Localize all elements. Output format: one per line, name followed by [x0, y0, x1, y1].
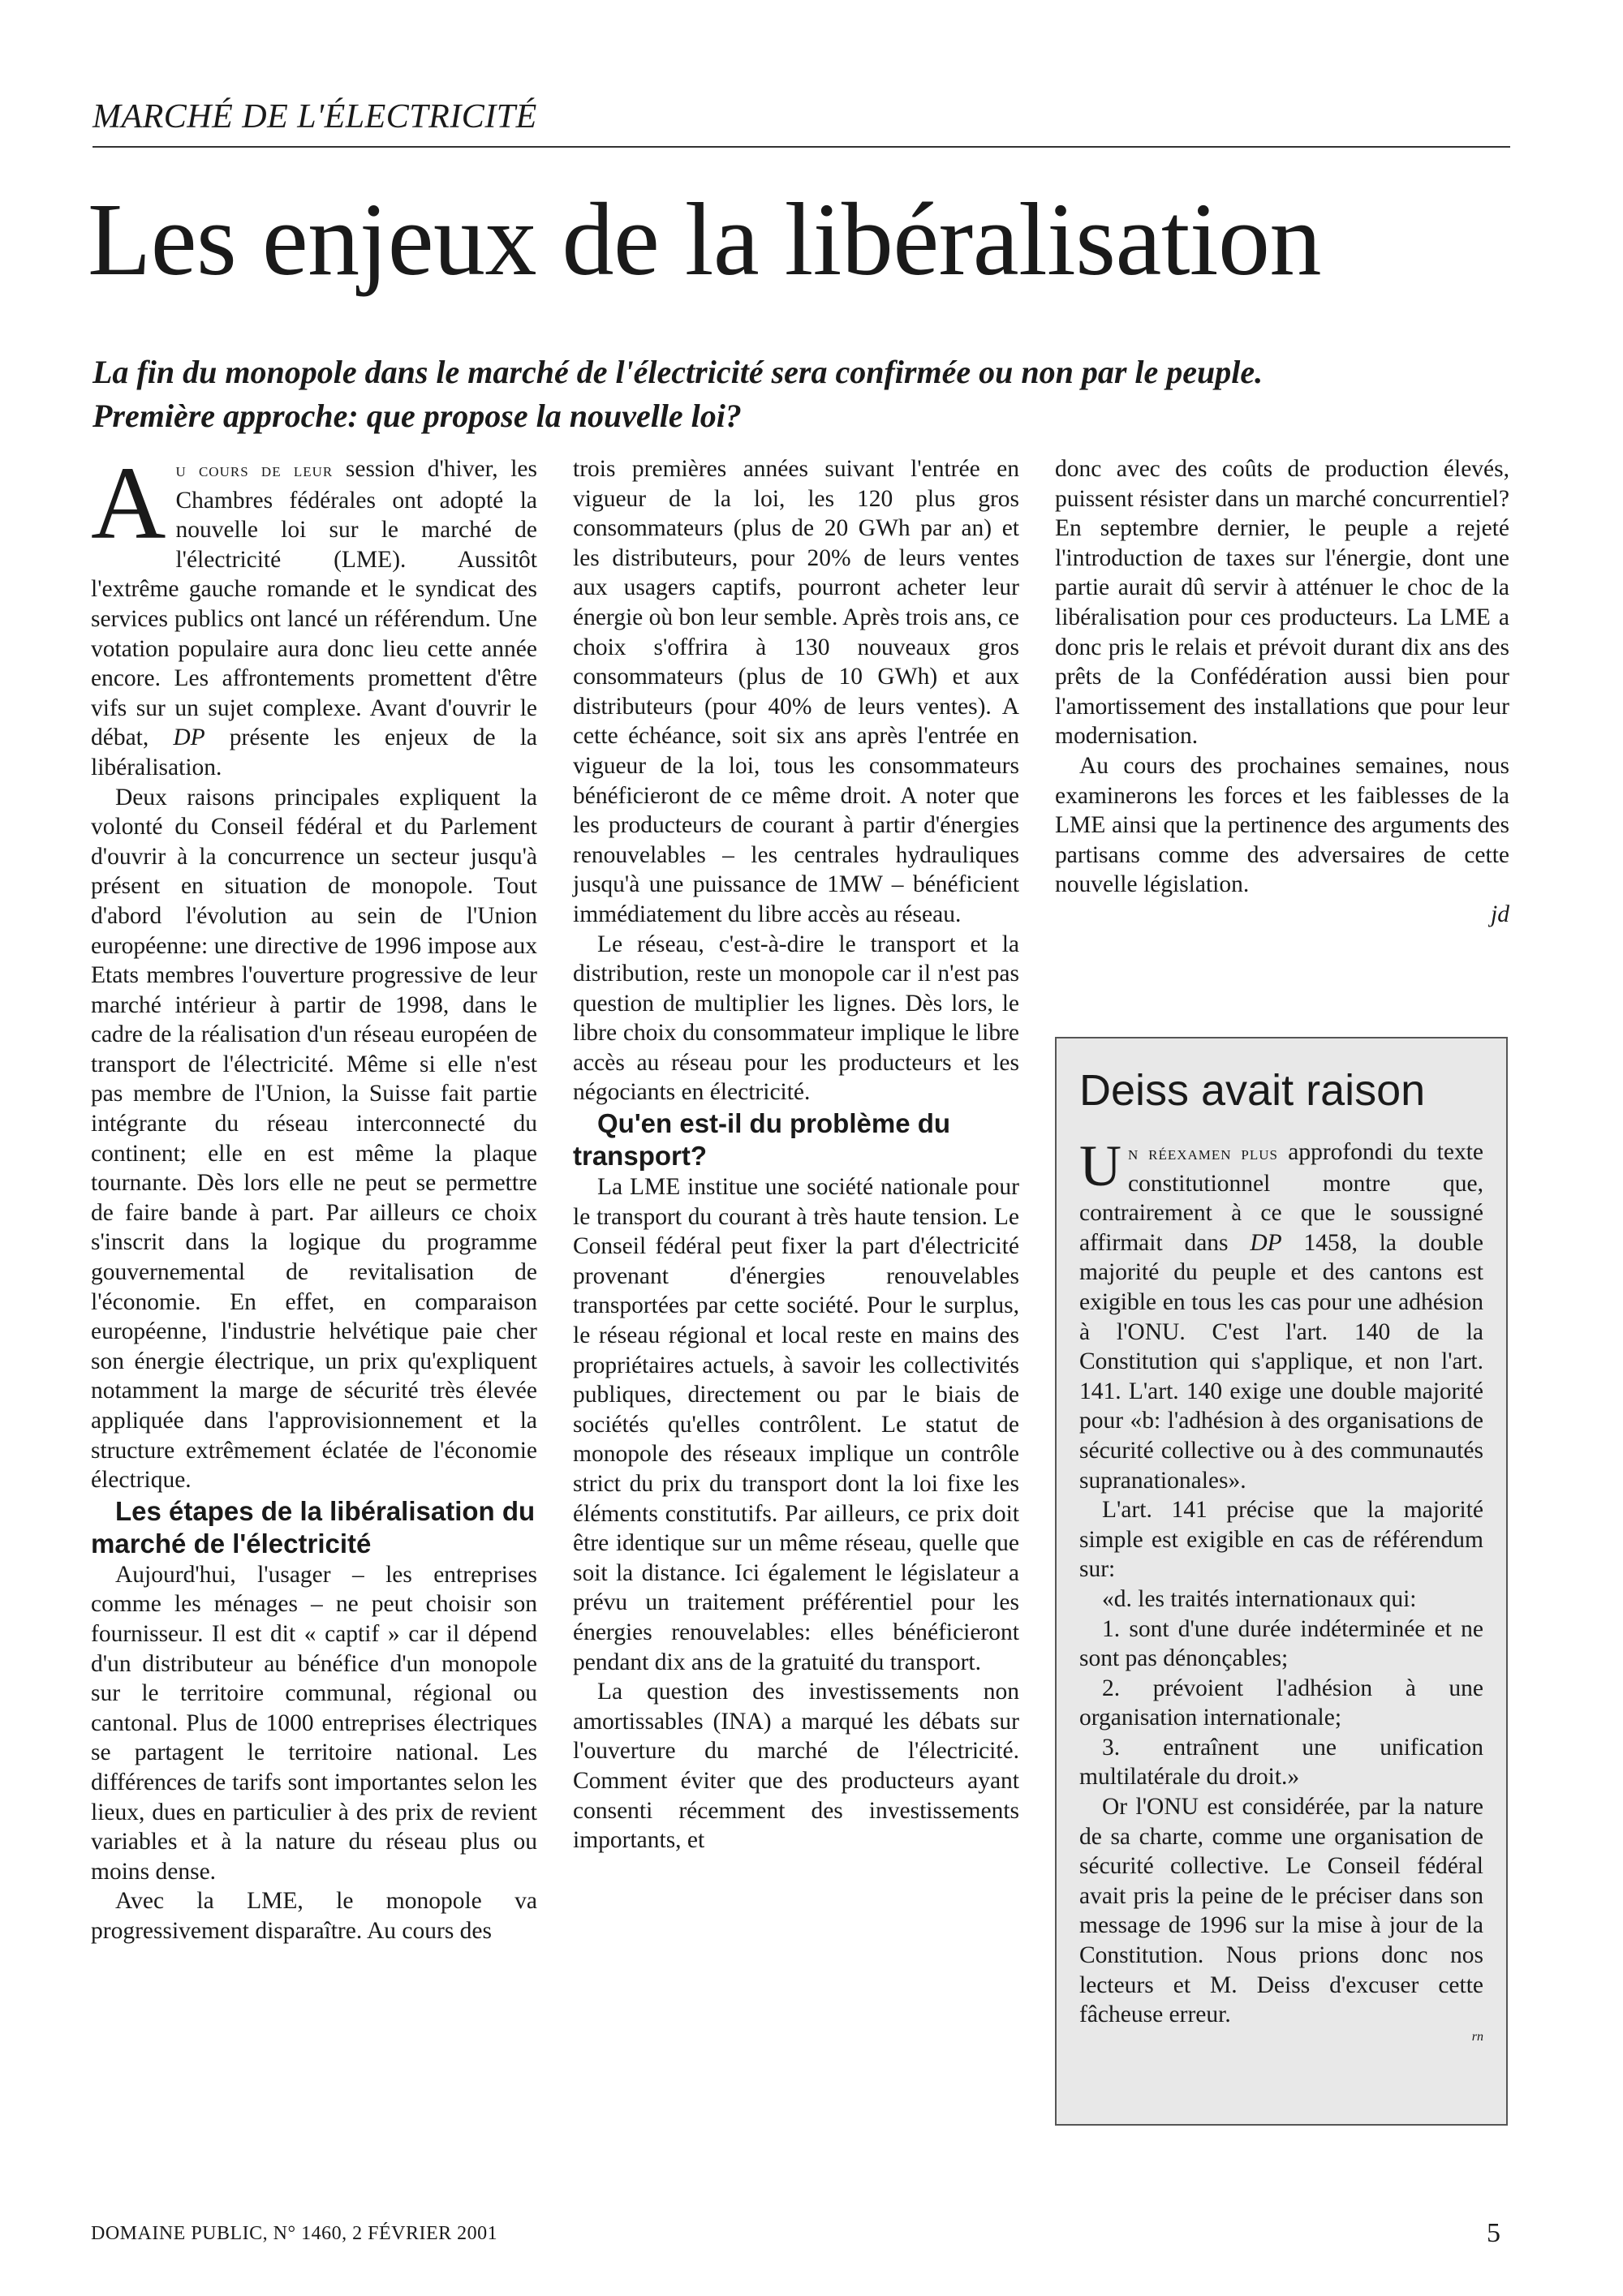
article-paragraph: Aujourd'hui, l'usager – les entreprises comme les ménages – ne peut choisir son fournisseur. Il est dit « captif » car il dépend d'un distributeur au bénéfice d'un monopole sur le territoire communal, régional ou cantonal. Plus de 1000 entreprises électriques se partagent le territoire national. Les différences de tarifs sont importantes selon les lieux, dues en particulier à des prix de revient variables et à la nature du réseau plus ou moins dense.: [91, 1561, 537, 1885]
box-paragraph: 2. prévoient l'adhésion à une organisation internationale;: [1079, 1675, 1483, 1731]
article-paragraph: trois premières années suivant l'entrée en vigueur de la loi, les 120 plus gros consommateurs (plus de 20 GWh par an) et les distributeurs, pour 20% de leurs ventes aux usagers captifs, pourront acheter leur énergie où bon leur semble. Après trois ans, ce choix s'offrira à 130 nouveaux gros consommateurs (plus de 10 GWh) et aux distributeurs (pour 40% de leurs ventes). A cette échéance, soit six ans après l'entrée en vigueur de la loi, tous les consommateurs bénéficieront de ce même droit. A noter que les producteurs de courant à partir d'énergies renouvelables – les centrales hydrauliques jusqu'à une puissance de 1MW – bénéficient immédiatement du libre accès au réseau.: [573, 456, 1019, 927]
article-paragraph: La question des investissements non amortissables (INA) a marqué les débats sur l'ouverture du marché de l'électricité. Comment éviter que des producteurs ayant consenti récemment des investissements importants, et: [573, 1679, 1019, 1854]
box-paragraph: L'art. 141 précise que la majorité simple est exigible en cas de référendum sur:: [1079, 1497, 1483, 1583]
drop-cap: U: [1079, 1133, 1121, 1198]
box-paragraph: 1. sont d'une durée indéterminée et ne sont pas dénonçables;: [1079, 1615, 1483, 1672]
article-paragraph: Au cours de leur session d'hiver, les Chambres fédérales ont adopté la nouvelle loi sur le marché de l'électricité (LME). Aussitôt l'extrême gauche romande et le syndicat des services publics ont lancé un référendum. Une votation populaire aura donc lieu cette année encore. Les affrontements promettent d'être vifs sur un sujet complexe. Avant d'ouvrir le débat, DP présente les enjeux de la libéralisation.: [91, 445, 538, 780]
article-column-3: [1055, 454, 1509, 930]
box-paragraph: Or l'ONU est considérée, par la nature de sa charte, comme une organisation de sécurité collective. Le Conseil fédéral avait pris la peine de le préciser dans son message de 1996 sur la mise à jour de la Constitution. Nous prions donc nos lecteurs et M. Deiss d'excuser cette fâcheuse erreur.: [1079, 1794, 1483, 2028]
article-paragraph: Deux raisons principales expliquent la volonté du Conseil fédéral et du Parlement d'ouvrir à la concurrence un secteur jusqu'à présent en situation de monopole. Tout d'abord l'évolution au sein de l'Union européenne: une directive de 1996 impose aux Etats membres l'ouverture progressive de leur marché intérieur à partir de 1998, dans le cadre de la réalisation d'un réseau européen de transport de l'électricité. Même si elle n'est pas membre de l'Union, la Suisse fait partie intégrante du réseau interconnecté du continent; elle en est même la plaque tournante. Dès lors elle ne peut se permettre de faire bande à part. Par ailleurs ce choix s'inscrit dans la logique du programme gouvernemental de revitalisation de l'économie. En effet, en comparaison européenne, l'industrie helvétique paie cher son énergie électrique, un prix qu'expliquent notamment la marge de sécurité très élevée appliquée dans l'approvisionnement et la structure extrêmement éclatée de l'économie électrique.: [91, 784, 537, 1494]
article-paragraph: Au cours des prochaines semaines, nous examinerons les forces et les faiblesses de la LME ainsi que la pertinence des arguments des partisans comme des adversaires de cette nouvelle législation.: [1055, 752, 1509, 898]
page-footer: DOMAINE PUBLIC, N° 1460, 2 FÉVRIER 2001: [91, 2223, 498, 2244]
page-number: 5: [1487, 2218, 1500, 2248]
opening-smallcaps: n réexamen plus: [1128, 1143, 1279, 1164]
section-rubric: MARCHÉ DE L'ÉLECTRICITÉ: [93, 98, 537, 135]
article-paragraph: Avec la LME, le monopole va progressivement disparaître. Au cours des: [91, 1888, 537, 1944]
dp-reference: DP: [173, 724, 205, 751]
drop-cap: A: [91, 445, 166, 561]
sidebar-box: [1055, 1037, 1508, 2126]
header-rule: [93, 146, 1510, 148]
opening-smallcaps: u cours de leur: [175, 460, 334, 481]
article-column-1: [91, 445, 538, 1946]
box-paragraph: «d. les traités internationaux qui:: [1102, 1585, 1417, 1612]
article-paragraph: donc avec des coûts de production élevés, puissent résister dans un marché concurrentiel? En septembre dernier, le peuple a rejeté l'introduction de taxes sur l'énergie, dont une partie aurait dû servir à atténuer le choc de la libéralisation pour ces producteurs. La LME a donc pris le relais et prévoit durant dix ans des prêts de la Confédération aussi bien pour l'amortissement des installations que pour leur modernisation.: [1055, 456, 1509, 750]
subheading: Les étapes de la libéralisation du marché de l'électricité: [91, 1495, 536, 1559]
article-signature: jd: [1491, 901, 1509, 927]
article-paragraph: La LME institue une société nationale pour le transport du courant à très haute tension. Le Conseil fédéral peut fixer la part d'électricité provenant d'énergies renouvelables transportées par cette société. Pour le surplus, le réseau régional et local reste en mains des propriétaires actuels, à savoir les collectivités publiques, directement ou par le biais de sociétés qu'elles contrôlent. Le statut de monopole des réseaux implique un contrôle strict du prix du transport dont la loi fixe les éléments constitutifs. Par ailleurs, ce prix doit être identique sur un même réseau, quelle que soit la distance. Ici également le législateur a prévu un traitement préférentiel pour les énergies renouvelables: elles bénéficieront pendant dix ans de la gratuité du transport.: [573, 1174, 1019, 1675]
article-paragraph: Le réseau, c'est-à-dire le transport et la distribution, reste un monopole car il n'est pas question de multiplier les lignes. Dès lors, le libre choix du consommateur implique le libre accès au réseau pour les producteurs et les négociants en électricité.: [573, 931, 1019, 1106]
box-signature: rn: [1471, 2029, 1483, 2044]
box-title: Deiss avait raison: [1079, 1066, 1426, 1115]
box-paragraph: 3. entraînent une unification multilatérale du droit.»: [1079, 1734, 1483, 1791]
box-paragraph: Un réexamen plus approfondi du texte constitutionnel montre que, contrairement à ce que le soussigné affirmait dans DP 1458, la double majorité du peuple et des cantons est exigible en tous les cas pour une adhésion à l'ONU. C'est l'art. 140 de la Constitution qui s'applique, et non l'art. 141. L'art. 140 exige une double majorité pour «b: l'adhésion à des organisations de sécurité collective ou à des communautés supranationales».: [1079, 1133, 1483, 1494]
subheading: Qu'en est-il du problème du transport?: [573, 1108, 951, 1172]
article-lead: La fin du monopole dans le marché de l'électricité sera confirmée ou non par le peuple. Première approche: que propose la nouvelle loi?: [93, 354, 1264, 434]
article-title: Les enjeux de la libéralisation: [88, 182, 1321, 297]
article-column-2: [573, 454, 1019, 1855]
dp-reference: DP: [1250, 1229, 1282, 1256]
